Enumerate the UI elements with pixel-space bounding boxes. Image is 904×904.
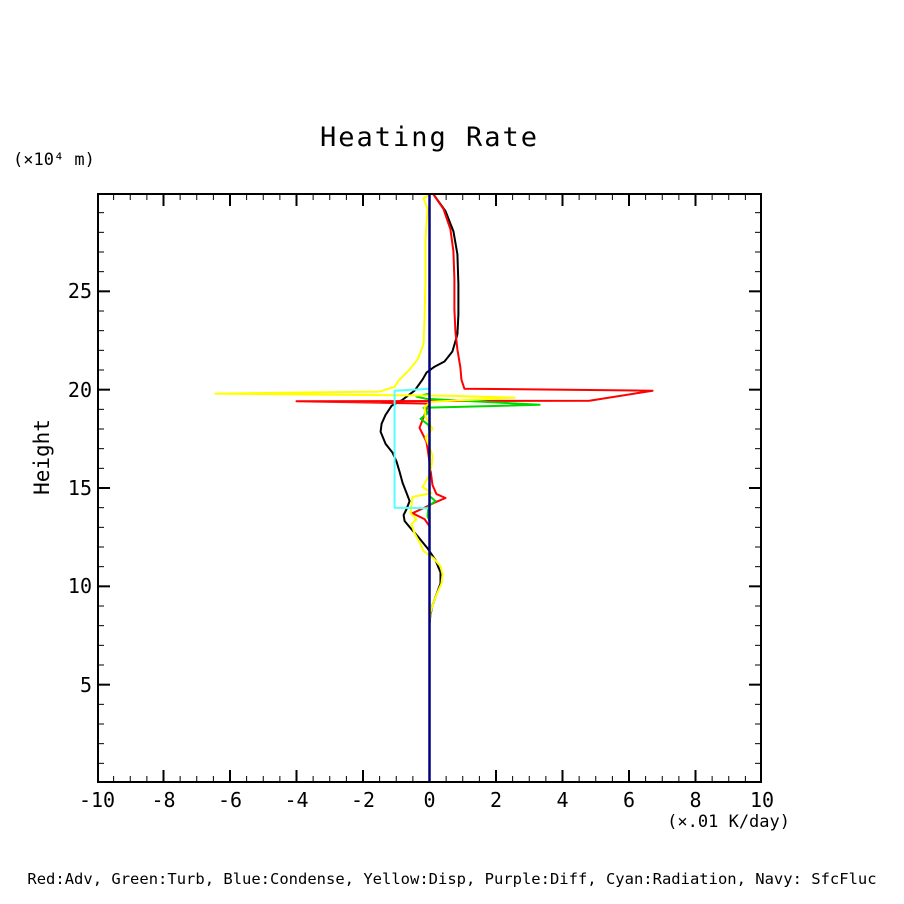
x-tick-label--6: -6	[217, 788, 243, 812]
plot-area	[97, 193, 762, 783]
x-tick-label--2: -2	[350, 788, 376, 812]
series-black-curve-unlabeled	[381, 193, 459, 624]
x-tick-label-4: 4	[556, 788, 569, 812]
x-tick-label-10: 10	[749, 788, 775, 812]
series-disp	[215, 193, 514, 623]
x-tick-label-6: 6	[622, 788, 636, 812]
chart-title: Heating Rate	[319, 122, 540, 153]
y-tick-label-25: 25	[67, 279, 92, 304]
y-tick-label-10: 10	[67, 574, 92, 599]
x-axis-unit-label: (×.01 K/day)	[667, 812, 790, 832]
x-tick-label--8: -8	[151, 788, 176, 812]
y-axis-title: Height	[30, 419, 54, 495]
x-tick-label-2: 2	[489, 788, 503, 812]
y-tick-label-5: 5	[79, 672, 92, 697]
x-tick-label-8: 8	[689, 788, 702, 812]
y-tick-label-15: 15	[67, 476, 92, 500]
x-tick-label--10: -10	[78, 788, 116, 812]
x-tick-label-0: 0	[423, 788, 436, 812]
series-turb	[417, 394, 540, 521]
y-tick-label-20: 20	[67, 377, 92, 402]
series-adv	[297, 193, 653, 526]
y-axis-unit-label: (×10⁴ m)	[13, 150, 95, 170]
series-color-legend: Red:Adv, Green:Turb, Blue:Condense, Yellow:Disp, Purple:Diff, Cyan:Radiation, Navy: SfcFluc	[27, 870, 877, 888]
x-tick-label--4: -4	[284, 788, 309, 812]
